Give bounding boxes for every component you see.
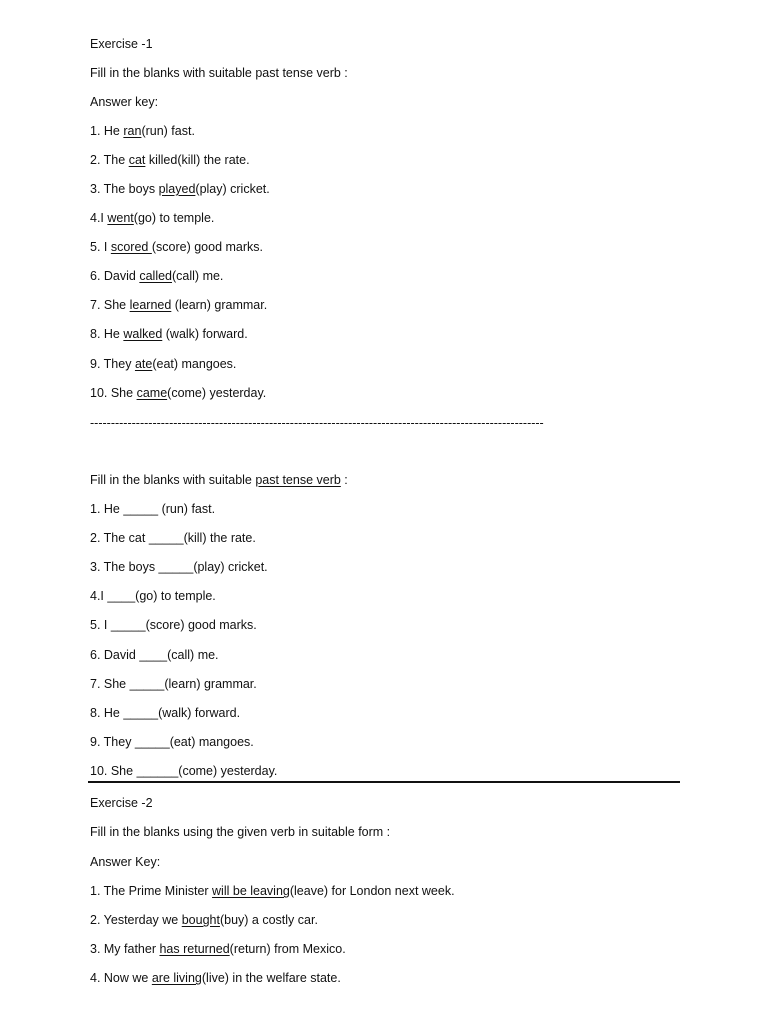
answer-prefix: 3. My father bbox=[90, 942, 160, 956]
instruction-prefix: Fill in the blanks with suitable bbox=[90, 473, 256, 487]
answer-verb: are living bbox=[151, 971, 202, 985]
answer-verb: called bbox=[139, 269, 173, 283]
answer-suffix: (play) cricket. bbox=[195, 182, 270, 196]
exercise-2-instruction: Fill in the blanks using the given verb in suitable form : bbox=[90, 825, 391, 839]
instruction-underlined: past tense verb bbox=[255, 473, 341, 487]
answer-item bbox=[90, 210, 214, 226]
worksheet-item: 9. They _____(eat) mangoes. bbox=[90, 735, 254, 749]
answer-prefix: 2. Yesterday we bbox=[90, 913, 182, 927]
answer-suffix: (score) good marks. bbox=[151, 240, 263, 254]
exercise-2-title: Exercise -2 bbox=[90, 796, 153, 810]
worksheet-1-instruction bbox=[90, 472, 348, 488]
answer-item bbox=[90, 912, 318, 928]
answer-suffix: (walk) forward. bbox=[162, 327, 248, 341]
answer-suffix: (learn) grammar. bbox=[171, 298, 268, 312]
exercise-1-answer-key-label: Answer key: bbox=[90, 95, 159, 109]
answer-suffix: (live) in the welfare state. bbox=[201, 971, 341, 985]
answer-suffix: (run) fast. bbox=[141, 124, 195, 138]
worksheet-item: 3. The boys _____(play) cricket. bbox=[90, 560, 268, 574]
worksheet-item: 2. The cat _____(kill) the rate. bbox=[90, 531, 256, 545]
worksheet-item: 1. He _____ (run) fast. bbox=[90, 502, 216, 516]
answer-verb: ate bbox=[134, 357, 153, 371]
answer-suffix: (return) from Mexico. bbox=[229, 942, 346, 956]
answer-verb: scored bbox=[110, 240, 152, 254]
instruction-suffix: : bbox=[340, 473, 348, 487]
answer-verb: cat bbox=[128, 153, 146, 167]
answer-suffix: (eat) mangoes. bbox=[152, 357, 237, 371]
answer-verb: ran bbox=[123, 124, 142, 138]
answer-verb: will be leaving bbox=[212, 884, 290, 898]
answer-prefix: 5. I bbox=[90, 240, 111, 254]
answer-suffix: (buy) a costly car. bbox=[219, 913, 318, 927]
answer-verb: bought bbox=[181, 913, 220, 927]
section-divider bbox=[88, 781, 680, 783]
answer-prefix: 1. The Prime Minister bbox=[90, 884, 213, 898]
answer-verb: walked bbox=[123, 327, 163, 341]
answer-prefix: 2. The bbox=[90, 153, 129, 167]
answer-prefix: 3. The boys bbox=[90, 182, 159, 196]
answer-item bbox=[90, 181, 270, 197]
worksheet-item: 8. He _____(walk) forward. bbox=[90, 706, 241, 720]
worksheet-item: 4.I ____(go) to temple. bbox=[90, 589, 216, 603]
answer-prefix: 7. She bbox=[90, 298, 130, 312]
answer-item bbox=[90, 123, 195, 139]
answer-suffix: (leave) for London next week. bbox=[289, 884, 455, 898]
worksheet-item: 10. She ______(come) yesterday. bbox=[90, 764, 278, 778]
answer-item bbox=[90, 970, 341, 986]
worksheet-item: 6. David ____(call) me. bbox=[90, 648, 219, 662]
answer-item bbox=[90, 356, 236, 372]
answer-suffix: (go) to temple. bbox=[133, 211, 215, 225]
answer-suffix: killed(kill) the rate. bbox=[145, 153, 250, 167]
exercise-2-answer-key-label: Answer Key: bbox=[90, 855, 161, 869]
answer-verb: has returned bbox=[159, 942, 230, 956]
answer-prefix: 4. Now we bbox=[90, 971, 152, 985]
answer-item bbox=[90, 297, 267, 313]
answer-item bbox=[90, 883, 455, 899]
answer-verb: learned bbox=[129, 298, 172, 312]
answer-item bbox=[90, 326, 248, 342]
answer-item bbox=[90, 152, 250, 168]
answer-suffix: (come) yesterday. bbox=[167, 386, 267, 400]
worksheet-item: 5. I _____(score) good marks. bbox=[90, 618, 257, 632]
exercise-1-title: Exercise -1 bbox=[90, 37, 153, 51]
exercise-1-instruction: Fill in the blanks with suitable past tense verb : bbox=[90, 66, 348, 80]
answer-prefix: 10. She bbox=[90, 386, 137, 400]
answer-prefix: 4.I bbox=[90, 211, 108, 225]
answer-item bbox=[90, 941, 346, 957]
answer-suffix: (call) me. bbox=[172, 269, 224, 283]
answer-verb: played bbox=[158, 182, 196, 196]
answer-prefix: 8. He bbox=[90, 327, 124, 341]
answer-verb: went bbox=[107, 211, 134, 225]
answer-prefix: 1. He bbox=[90, 124, 124, 138]
dashed-separator: ------------------------------------------------------------------------------------------------------------- bbox=[90, 416, 544, 430]
answer-item bbox=[90, 385, 266, 401]
answer-verb: came bbox=[136, 386, 168, 400]
answer-item bbox=[90, 239, 263, 255]
worksheet-item: 7. She _____(learn) grammar. bbox=[90, 677, 257, 691]
answer-item bbox=[90, 268, 223, 284]
answer-prefix: 6. David bbox=[90, 269, 140, 283]
answer-prefix: 9. They bbox=[90, 357, 135, 371]
